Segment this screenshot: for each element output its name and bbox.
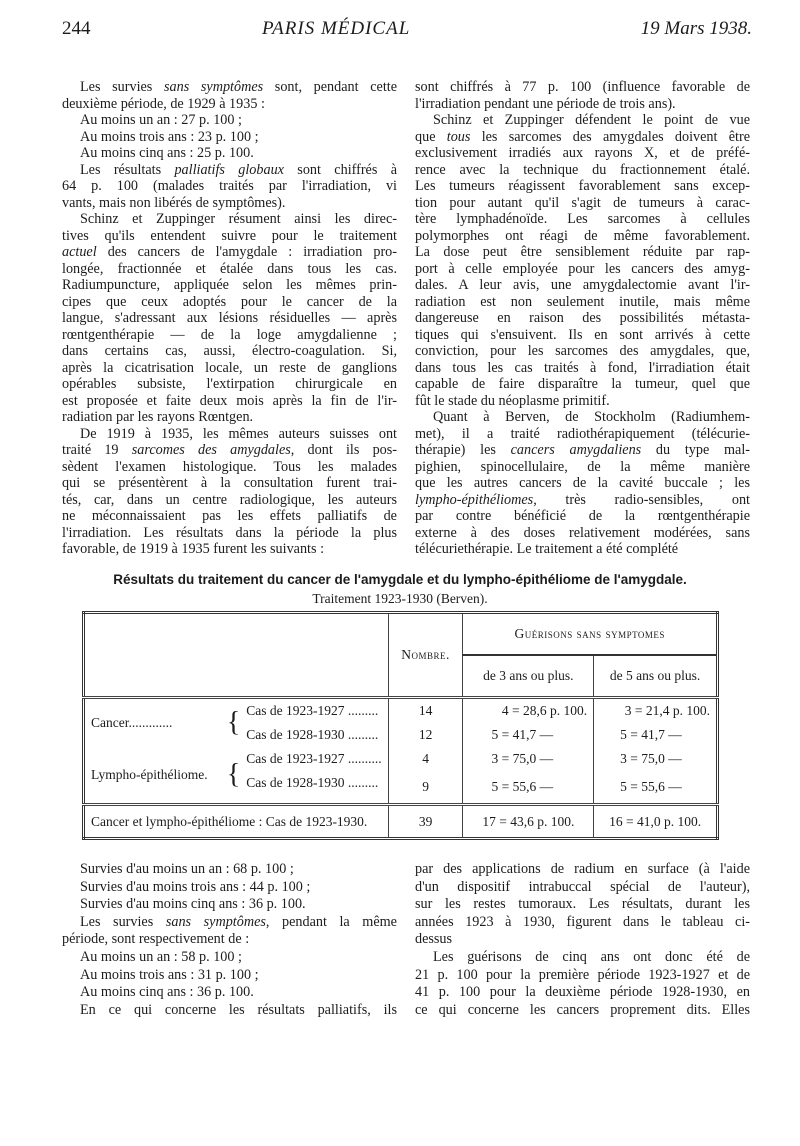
text-line: radiation par les rayons Rœntgen. bbox=[62, 409, 254, 425]
text-line: De 1919 à 1935, les mêmes auteurs suisses ont bbox=[80, 425, 397, 442]
text-line: sur les restes tumoraux. Les résultats, durant les bbox=[415, 896, 750, 913]
text-line: tion pour autant qu'il s'agit de tumeurs à carac- bbox=[415, 194, 750, 211]
five-year-cell: 5 = 55,6 — bbox=[594, 771, 718, 805]
text-segment: sont, pendant cette bbox=[263, 79, 398, 95]
italic-text: palliatifs globaux bbox=[174, 161, 284, 178]
text-line: l'irradiation pendant une période de trois ans). bbox=[415, 95, 676, 112]
total-five-year: 16 = 41,0 p. 100. bbox=[594, 805, 718, 839]
text-segment: traité 19 bbox=[62, 442, 132, 458]
nombre-cell: 4 bbox=[388, 747, 463, 771]
running-header bbox=[62, 18, 752, 42]
text-line: ce qui concerne les cancers proprement dits. Elles bbox=[415, 1001, 750, 1018]
text-line: tives qu'ils entendent suivre pour le traitement bbox=[62, 227, 397, 244]
case-label: Cas de 1923-1927 ......... bbox=[240, 698, 388, 724]
five-year-cell: 3 = 75,0 — bbox=[594, 747, 718, 771]
text-line: Au moins un an : 58 p. 100 ; bbox=[80, 948, 242, 965]
group-label-cancer: Cancer............. bbox=[84, 698, 227, 748]
empty-header-cell bbox=[84, 613, 389, 698]
total-nombre: 39 bbox=[388, 805, 463, 839]
italic-text: actuel bbox=[62, 244, 97, 260]
text-line: En ce qui concerne les résultats palliatifs, ils bbox=[80, 1001, 397, 1018]
table-title: Résultats du traitement du cancer de l'amygdale et du lympho-épithéliome de l'amygdale. bbox=[113, 572, 687, 587]
text-line: dangereuse en raison des possibilités métasta- bbox=[415, 310, 750, 326]
text-line: années 1923 à 1930, figurent dans le tableau ci- bbox=[415, 913, 750, 930]
text-line: dales. A leur avis, une amygdalectomie avant l'ir- bbox=[415, 277, 750, 293]
text-line: capable de faire disparaître la tumeur, quel que bbox=[415, 376, 750, 392]
text-line: tère lymphadénoïde. Les sarcomes à cellules bbox=[415, 211, 750, 227]
text-segment: les sarcomes des amygdales doivent être bbox=[470, 128, 750, 145]
text-line: télécuriethérapie. Le traitement a été complété bbox=[415, 541, 679, 557]
text-line: port à celle employée pour les cancers des amyg- bbox=[415, 260, 750, 277]
text-line bbox=[415, 442, 750, 459]
text-line: qui se présentèrent à la consultation furent trai- bbox=[62, 475, 397, 491]
three-year-cell: 3 = 75,0 — bbox=[463, 747, 594, 771]
text-line bbox=[62, 162, 397, 179]
text-line: dans certains cas, aussi, électro-coagulation. Si, bbox=[62, 343, 397, 359]
page-number: 244 bbox=[62, 18, 91, 39]
text-line: l'irradiation. Les résultats dans la période la plus bbox=[62, 524, 397, 541]
text-line: Survies d'au moins un an : 68 p. 100 ; bbox=[80, 861, 294, 877]
case-label: Cas de 1928-1930 ......... bbox=[246, 775, 379, 790]
text-line: d'un dispositif intrabuccal spécial de l'auteur), bbox=[415, 878, 750, 895]
text-line: dessus bbox=[415, 931, 453, 948]
text-segment: sont chiffrés à bbox=[283, 161, 398, 178]
text-segment: Les résultats bbox=[80, 161, 175, 178]
text-line: externe à des doses relativement modérées, sans bbox=[415, 524, 750, 541]
text-line bbox=[62, 914, 397, 932]
text-line: 21 p. 100 pour la première période 1923-1927 et de bbox=[415, 966, 750, 983]
group-label-lympho: Lympho-épithéliome. bbox=[91, 767, 208, 782]
text-line: deuxième période, de 1929 à 1935 : bbox=[62, 95, 265, 112]
five-year-cell: 3 = 21,4 p. 100. bbox=[594, 698, 718, 724]
header-nombre: Nombre. bbox=[388, 613, 463, 698]
italic-text: cancers amygdaliens bbox=[510, 442, 642, 458]
text-line: après la cicatrisation locale, un reste de ganglions bbox=[62, 359, 397, 376]
header-guerisons: Guérisons sans symptomes bbox=[463, 613, 718, 656]
text-line: sèdent l'examen histologique. Tous les malades bbox=[62, 458, 397, 475]
nombre-cell: 9 bbox=[388, 771, 463, 805]
text-line: tiques qui s'ensuivent. Ils en sont arrivés à cette bbox=[415, 326, 750, 343]
text-segment: thérapie) les bbox=[415, 442, 511, 458]
italic-text: lympho-épithéliomes bbox=[415, 491, 534, 508]
top-right-column bbox=[415, 79, 750, 558]
text-segment: du type mal- bbox=[641, 442, 750, 458]
italic-text: sans symptômes bbox=[164, 79, 264, 95]
brace: { bbox=[227, 698, 240, 748]
text-line: dans tous les cas traités à fond, l'irradiation était bbox=[415, 359, 750, 376]
text-line: que les autres cancers de la cavité buccale ; les bbox=[415, 475, 750, 491]
total-three-year: 17 = 43,6 p. 100. bbox=[463, 805, 594, 839]
text-line: période, sont respectivement de : bbox=[62, 931, 250, 948]
text-line: tés, car, dans un centre radiologique, les auteurs bbox=[62, 491, 397, 508]
text-segment: , pendant la même bbox=[265, 913, 397, 930]
text-line: Au moins un an : 27 p. 100 ; bbox=[80, 112, 242, 128]
text-line bbox=[415, 129, 750, 146]
issue-date: 19 Mars 1938. bbox=[640, 18, 752, 39]
three-year-cell: 5 = 55,6 — bbox=[463, 771, 594, 805]
text-segment: , très radio-sensibles, ont bbox=[533, 491, 750, 508]
text-line: Radiumpuncture, appliquée selon les mêmes prin- bbox=[62, 277, 397, 293]
text-line: ne méconnaissaient pas les effets palliatifs de bbox=[62, 508, 397, 524]
top-left-column bbox=[62, 79, 397, 558]
text-line: Schinz et Zuppinger défendent le point de vue bbox=[433, 112, 750, 128]
nombre-cell: 12 bbox=[388, 723, 463, 747]
text-line: Quant à Berven, de Stockholm (Radiumhem- bbox=[433, 409, 750, 425]
journal-title: PARIS MÉDICAL bbox=[262, 18, 411, 39]
text-line: conviction, pour les sarcomes des amygdales, que, bbox=[415, 343, 750, 359]
table-row bbox=[84, 747, 718, 771]
text-line: sont chiffrés à 77 p. 100 (influence favorable de bbox=[415, 79, 750, 95]
text-line: La dose peut être sensiblement réduite par rap- bbox=[415, 244, 750, 260]
header-5-ans: de 5 ans ou plus. bbox=[594, 655, 718, 698]
three-year-cell: 4 = 28,6 p. 100. bbox=[463, 698, 594, 724]
text-segment: Les survies bbox=[80, 79, 164, 95]
text-line: langue, s'adressant aux lésions résiduelles — après bbox=[62, 310, 397, 326]
text-line: Au moins trois ans : 31 p. 100 ; bbox=[80, 966, 259, 983]
header-3-ans: de 3 ans ou plus. bbox=[463, 655, 594, 698]
text-line: par des applications de radium en surface (à l'aide bbox=[415, 861, 750, 877]
text-segment: des cancers de l'amygdale : irradiation pro- bbox=[96, 244, 397, 260]
bottom-left-column bbox=[62, 861, 397, 1019]
text-line: Au moins trois ans : 23 p. 100 ; bbox=[80, 128, 259, 145]
text-line: met), il a traité radiothérapiquement (télécurie- bbox=[415, 425, 750, 442]
table-subtitle: Traitement 1923-1930 (Berven). bbox=[312, 591, 488, 606]
table-total-row bbox=[84, 805, 718, 839]
text-line: radiation est non seulement inutile, mais même bbox=[415, 293, 750, 310]
text-line: Survies d'au moins trois ans : 44 p. 100 ; bbox=[80, 878, 311, 895]
text-segment: que bbox=[415, 128, 447, 145]
text-line: Survies d'au moins cinq ans : 36 p. 100. bbox=[80, 896, 306, 913]
text-segment: Les survies bbox=[80, 913, 166, 930]
italic-text: sans symptômes bbox=[165, 913, 266, 930]
text-line: rœntgenthérapie — de la loge amygdalienne ; bbox=[62, 326, 397, 343]
text-line: Au moins cinq ans : 25 p. 100. bbox=[80, 145, 254, 161]
text-line: Au moins cinq ans : 36 p. 100. bbox=[80, 984, 254, 1001]
text-line: cipes que ceux adoptés pour le cancer de la bbox=[62, 293, 397, 310]
text-line: fût le stade du néoplasme primitif. bbox=[415, 392, 610, 409]
text-line: Schinz et Zuppinger résument ainsi les direc- bbox=[80, 211, 397, 227]
results-table bbox=[82, 611, 719, 840]
italic-text: sarcomes des amygdales bbox=[131, 442, 291, 458]
italic-text: tous bbox=[446, 128, 471, 145]
brace: { bbox=[226, 759, 241, 790]
case-label: Cas de 1923-1927 .......... bbox=[246, 751, 382, 766]
text-line: par contre bénéficié de la rœntgenthérapie bbox=[415, 508, 750, 524]
three-year-cell: 5 = 41,7 — bbox=[463, 723, 594, 747]
text-line bbox=[62, 79, 397, 96]
five-year-cell: 5 = 41,7 — bbox=[594, 723, 718, 747]
text-line bbox=[62, 442, 397, 459]
text-line: 41 p. 100 pour la deuxième période 1928-1930, en bbox=[415, 984, 750, 1001]
text-line: est proposée et faite deux mois après la fin de l'ir- bbox=[62, 392, 397, 409]
total-label: Cancer et lympho-épithéliome : Cas de 1923-1930. bbox=[84, 805, 389, 839]
nombre-cell: 14 bbox=[388, 698, 463, 724]
text-line: rence avec la technique du fractionnement étalé. bbox=[415, 161, 750, 178]
text-line: longée, fractionnée et étalée dans tous les cas. bbox=[62, 260, 397, 277]
text-line: polymorphes ont réagi de même favorablement. bbox=[415, 227, 750, 244]
text-segment: , dont ils pos- bbox=[290, 442, 398, 458]
text-line bbox=[415, 492, 750, 509]
text-line: Les guérisons de cinq ans ont donc été de bbox=[433, 948, 750, 965]
text-line bbox=[62, 244, 397, 261]
text-line: exclusivement irradiés aux rayons X, et de préfé- bbox=[415, 145, 750, 161]
text-line: opérables subsiste, l'extirpation chirurgicale en bbox=[62, 376, 397, 392]
case-label: Cas de 1928-1930 ......... bbox=[246, 727, 379, 742]
text-line: vants, mais non libérés de symptômes). bbox=[62, 194, 286, 211]
text-line: favorable, de 1919 à 1935 furent les suivants : bbox=[62, 541, 325, 557]
text-line: 64 p. 100 (malades traités par l'irradiation, vi bbox=[62, 178, 397, 194]
text-line: Les tumeurs réagissent favorablement sans excep- bbox=[415, 178, 750, 194]
bottom-right-column bbox=[415, 861, 750, 1019]
table-row bbox=[84, 698, 718, 724]
text-line: pighien, spinocellulaire, de la même manière bbox=[415, 458, 750, 475]
